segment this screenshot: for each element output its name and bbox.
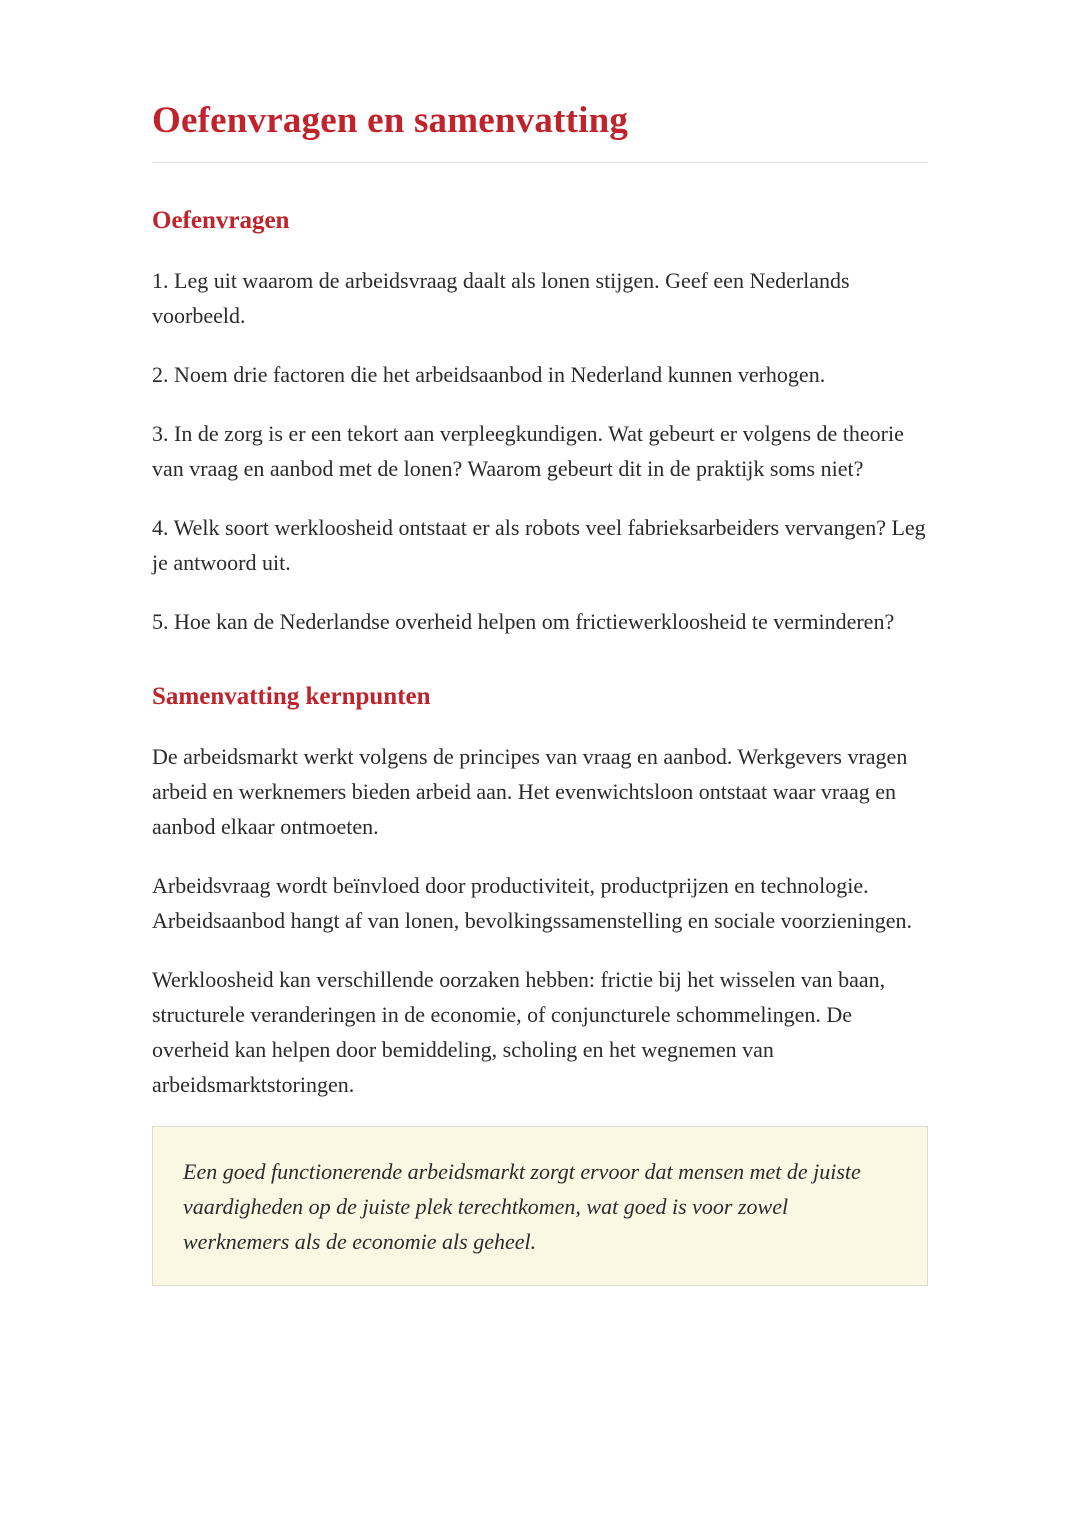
summary-paragraph-1: De arbeidsmarkt werkt volgens de principes van vraag en aanbod. Werkgevers vragen arbeid en werknemers bieden arbeid aan. Het evenwichtsloon ontstaat waar vraag en aanbod elkaar ontmoeten. bbox=[152, 744, 908, 839]
question-item-4: 4. Welk soort werkloosheid ontstaat er als robots veel fabrieksarbeiders vervangen? Leg je antwoord uit. bbox=[152, 515, 926, 575]
question-item-3: 3. In de zorg is er een tekort aan verpleegkundigen. Wat gebeurt er volgens de theorie van vraag en aanbod met de lonen? Waarom gebeurt dit in de praktijk soms niet? bbox=[152, 421, 904, 481]
callout-text: Een goed functionerende arbeidsmarkt zorgt ervoor dat mensen met de juiste vaardigheden op de juiste plek terechtkomen, wat goed is voor zowel werknemers als de economie als geheel. bbox=[183, 1159, 861, 1254]
question-item-1: 1. Leg uit waarom de arbeidsvraag daalt als lonen stijgen. Geef een Nederlands voorbeeld. bbox=[152, 268, 850, 328]
article-content bbox=[152, 0, 928, 1286]
section-heading-oefenvragen: Oefenvragen bbox=[152, 207, 290, 234]
summary-paragraph-2: Arbeidsvraag wordt beïnvloed door productiviteit, productprijzen en technologie. Arbeidsaanbod hangt af van lonen, bevolkingssamenstelling en sociale voorzieningen. bbox=[152, 873, 913, 933]
summary-paragraph-3: Werkloosheid kan verschillende oorzaken hebben: frictie bij het wisselen van baan, structurele veranderingen in de economie, of conjuncturele schommelingen. De overheid kan helpen door bemiddeling, scholing en het wegnemen van arbeidsmarktstoringen. bbox=[152, 967, 886, 1097]
question-item-2: 2. Noem drie factoren die het arbeidsaanbod in Nederland kunnen verhogen. bbox=[152, 362, 826, 387]
page-title: Oefenvragen en samenvatting bbox=[152, 100, 629, 141]
section-heading-samenvatting: Samenvatting kernpunten bbox=[152, 683, 431, 710]
callout-box bbox=[152, 1126, 928, 1286]
title-divider bbox=[152, 162, 928, 163]
question-item-5: 5. Hoe kan de Nederlandse overheid helpen om frictiewerkloosheid te verminderen? bbox=[152, 609, 895, 634]
